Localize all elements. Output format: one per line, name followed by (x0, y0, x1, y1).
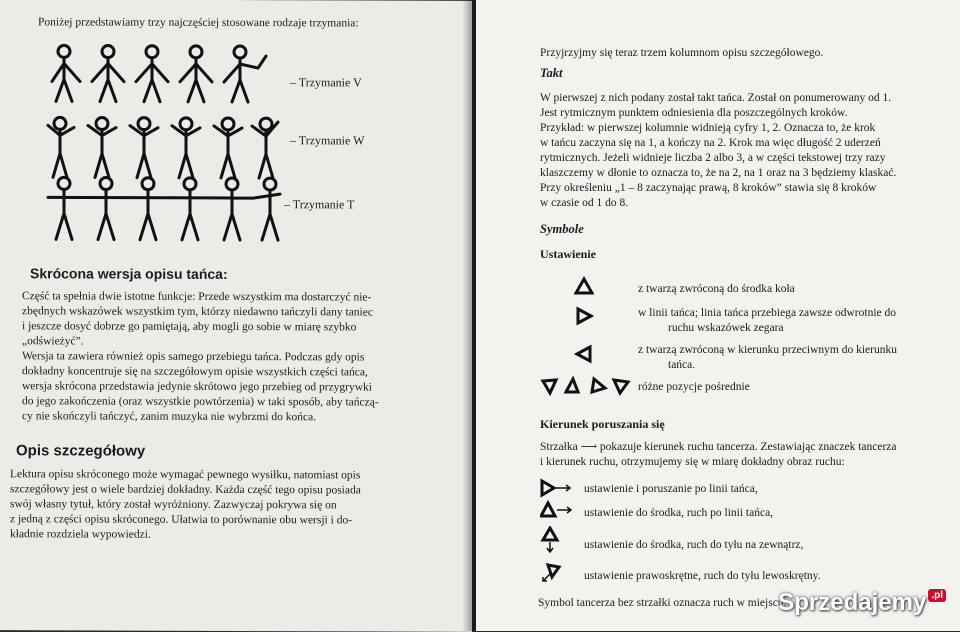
kierunek-desc-4: ustawienie prawoskrętne, ruch do tyłu lewoskrętny. (584, 570, 821, 582)
short-version-heading: Skrócona wersja opisu tańca: (30, 265, 228, 282)
center-move-back-icon (540, 526, 560, 554)
text-line: Przykład: w pierwszej kolumnie widnieją cyfry 1, 2. Oznacza to, że krok (540, 122, 876, 134)
watermark (778, 589, 946, 617)
ustawienie-desc-3b: tańca. (668, 359, 696, 371)
ustawienie-desc-3a: z twarzą zwróconą w kierunku przeciwnym do kierunku (638, 344, 897, 356)
ustawienie-desc-1: z twarzą zwróconą do środka koła (638, 283, 795, 295)
detailed-text (10, 467, 430, 543)
text-line: Strzałka ⟶ pokazuje kierunek ruchu tancerza. Zestawiając znaczek tancerza (540, 441, 897, 453)
ustawienie-desc-2a: w linii tańca; linia tańca przebiega zawsze odwrotnie do (638, 307, 897, 319)
hold-w-figures (48, 117, 278, 178)
hold-t-label: – Trzymanie T (284, 197, 355, 212)
watermark-text: Sprzedajemy (778, 589, 927, 616)
dancer-holds-figures (44, 39, 284, 250)
ustawienie-desc-2b: ruchu wskazówek zegara (668, 322, 784, 334)
text-line: wersja skrócona przedstawia jedynie skrótowo jego przebieg od przygrywki (22, 380, 372, 394)
kierunek-desc-3: ustawienie do środka, ruch do tyłu na zewnątrz, (584, 539, 804, 551)
text-line: Lektura opisu skróconego może wymagać pewnego wysiłku, natomiast opis (10, 468, 361, 482)
intermediate-positions-icon (540, 376, 636, 396)
takt-heading: Takt (540, 66, 563, 80)
text-line: i jeszcze dosyć dobrze go pamiętają, aby mogli go sobie w miarę szybko (22, 320, 357, 334)
text-line: cy nie skończyli tańczyć, zanim muzyka nie wybrzmi do końca. (22, 410, 317, 424)
text-line: z jedną z części opisu skróconego. Ułatwia to porównanie obu wersji i do- (10, 513, 353, 527)
facing-center-icon (574, 276, 594, 296)
symbole-heading: Symbole (540, 222, 584, 236)
kierunek-desc-1: ustawienie i poruszanie po linii tańca, (584, 483, 758, 495)
text-line: do jego zakończenia (oraz wszystkie powtórzenia) w taki sposób, aby tańczą- (22, 395, 379, 409)
text-line: Wersja ta zawiera również opis samego przebiegu tańca. Podczas gdy opis (22, 350, 365, 364)
text-line: Jest rytmicznym punktem odniesienia dla poszczególnych kroków. (540, 107, 848, 119)
clockwise-move-back-icon (540, 562, 562, 584)
kierunek-desc-2: ustawienie do środka, ruch po linii tańca, (584, 507, 774, 519)
ustawienie-heading: Ustawienie (540, 247, 596, 261)
text-line: dokładny koncentruje się na szczegółowym opisie wszystkich części tańca, (22, 365, 368, 379)
text-line: zbędnych wskazówek wszystkim tym, którzy niedawno tańczyli dany taniec (22, 305, 373, 319)
hold-v-label: – Trzymanie V (290, 75, 362, 90)
text-line: szczegółowy jest o wiele bardziej dokładny. Każda część tego opisu posiada (10, 483, 361, 497)
takt-text (540, 91, 940, 211)
lod-move-lod-icon (540, 478, 574, 498)
left-intro: Poniżej przedstawiamy trzy najczęściej stosowane rodzaje trzymania: (38, 16, 359, 30)
text-line: swój własny tytuł, który został wyróżniony. Zazwyczaj pokrywa się on (10, 498, 337, 512)
text-line: Przy określeniu „1 – 8 zaczynając prawą, 8 kroków” stawia się 8 kroków (540, 182, 877, 194)
text-line: Część ta spełnia dwie istotne funkcje: Przede wszystkim ma dostarczyć nie- (22, 290, 372, 304)
text-line: „odświeżyć”. (22, 335, 84, 348)
hold-w-label: – Trzymanie W (290, 133, 365, 148)
right-intro: Przyjrzyjmy się teraz trzem kolumnom opisu szczegółowego. (540, 47, 824, 59)
hold-t-figures (48, 177, 280, 240)
right-page (476, 0, 960, 631)
hold-v-figures (52, 45, 266, 102)
text-line: w czasie od 1 do 8. (540, 197, 629, 209)
left-page (0, 0, 472, 632)
ustawienie-desc-4: różne pozycje pośrednie (638, 381, 750, 393)
detailed-heading: Opis szczegółowy (16, 442, 146, 460)
facing-reverse-icon (574, 344, 594, 364)
text-line: klaszczemy w dłonie to oznacza to, że na 2, na 1 oraz na 3 będziemy klaskać. (540, 167, 897, 179)
short-version-text (22, 289, 432, 425)
line-of-dance-icon (574, 306, 594, 326)
text-line: kładnie rozdziela wypowiedzi. (10, 528, 151, 541)
kierunek-text (540, 440, 940, 470)
kierunek-heading: Kierunek poruszania się (540, 417, 665, 431)
footer-note: Symbol tancerza bez strzałki oznacza ruch w miejscu. (538, 597, 787, 609)
text-line: W pierwszej z nich podany został takt tańca. Został on ponumerowany od 1. (540, 92, 892, 104)
watermark-badge: .pl (928, 589, 946, 602)
text-line: rytmicznych. Jeżeli widnieje liczba 2 albo 3, a w części tekstowej trzy razy (540, 152, 886, 164)
text-line: w tańcu zaczyna się na 1, a kończy na 2. Krok ma więc długość 2 uderzeń (540, 137, 881, 149)
center-move-lod-icon (540, 500, 574, 520)
text-line: i kierunek ruchu, otrzymujemy się w miarę dokładny obraz ruchu: (540, 456, 845, 468)
